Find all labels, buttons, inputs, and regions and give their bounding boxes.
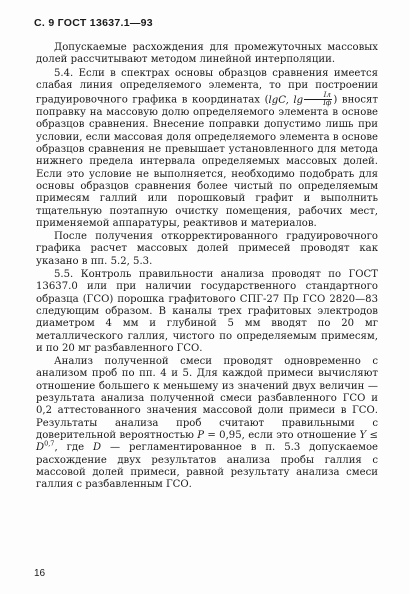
paragraph-analysis — [36, 356, 378, 491]
symbol-y: Y — [359, 429, 367, 441]
paragraph-analysis-rest: — регламентированное в п. 5.3 допускаемое расхождение двух результатов анализа пробы галлия с массовой долей примеси, равной результату анализа смеси галлия с разбавленным ГСО. — [36, 442, 378, 491]
formula-fraction — [304, 92, 332, 107]
paragraph-5-4-rest: ) вносят поправку на массовую долю определяемого элемента в основе образцов сравнения. Внесение поправки допустимо лишь при условии, если массовая доля определяемого элемента в основе образцов сравнения не превышает установленного для метода нижнего предела интервала определяемых массовых долей. Если это условие не выполняется, необходимо подобрать для основы образцов сравнения более чистый по определяемым примесям галлий или порошковый графит и выполнить тщательную поэтапную очистку помещения, рабочих мест, применяемой аппаратуры, реактивов и материалов. — [36, 94, 378, 229]
paragraph-analysis-mid2: , где — [54, 442, 93, 454]
symbol-d: D — [36, 442, 45, 454]
body-text — [36, 42, 378, 492]
paragraph-interpolation: Допускаемые расхождения для промежуточных массовых долей рассчитывают методом линейной интерполяции. — [36, 42, 378, 66]
symbol-p: P — [197, 429, 205, 441]
fraction-denominator: Iф — [323, 99, 332, 108]
paragraph-5-5: 5.5. Контроль правильности анализа проводят по ГОСТ 13637.0 или при наличии государственного стандартного образца (ГСО) порошка графитового СПГ-27 Пр ГСО 2820—83 следующим образом. В каналы трех графитовых электродов диаметром 4 мм и глубиной 5 мм вводят по 20 мг металлического галлия, чистого по определяемым примесям, и по 20 мг разбавленного ГСО. — [36, 269, 378, 354]
symbol-d-2: D — [92, 442, 102, 454]
paragraph-analysis-lead: Анализ полученной смеси проводят одновременно с анализом проб по пп. 4 и 5. Для каждой примеси вычисляют отношение большего к меньшему из значений двух величин — результата анализа полученной смеси разбавленного ГСО и 0,2 аттестованного значения массовой доли примеси в ГСО. Результаты анализа проб считают правильными с доверительной вероятностью — [36, 356, 378, 441]
paragraph-5-4-lead: 5.4. Если в спектрах основы образцов сравнения имеется слабая линия определяемого элемента, то при построении градуировочного графика в координатах ( — [36, 67, 378, 106]
page-number: 16 — [34, 568, 46, 579]
symbol-le: ≤ — [366, 429, 378, 441]
formula-lgc: lgC, lg — [268, 94, 304, 106]
paragraph-analysis-mid1: = 0,95, если это отношение — [204, 429, 360, 441]
coordinates-formula — [268, 91, 334, 108]
fraction-numerator: Iл — [304, 92, 332, 100]
paragraph-after-correction: После получения откорректированного градуировочного графика расчет массовых долей примесей проводят как указано в пп. 5.2, 5.3. — [36, 231, 378, 267]
exponent: 0,7 — [44, 439, 55, 448]
page-header: С. 9 ГОСТ 13637.1—93 — [34, 17, 153, 29]
paragraph-5-4 — [36, 68, 378, 231]
